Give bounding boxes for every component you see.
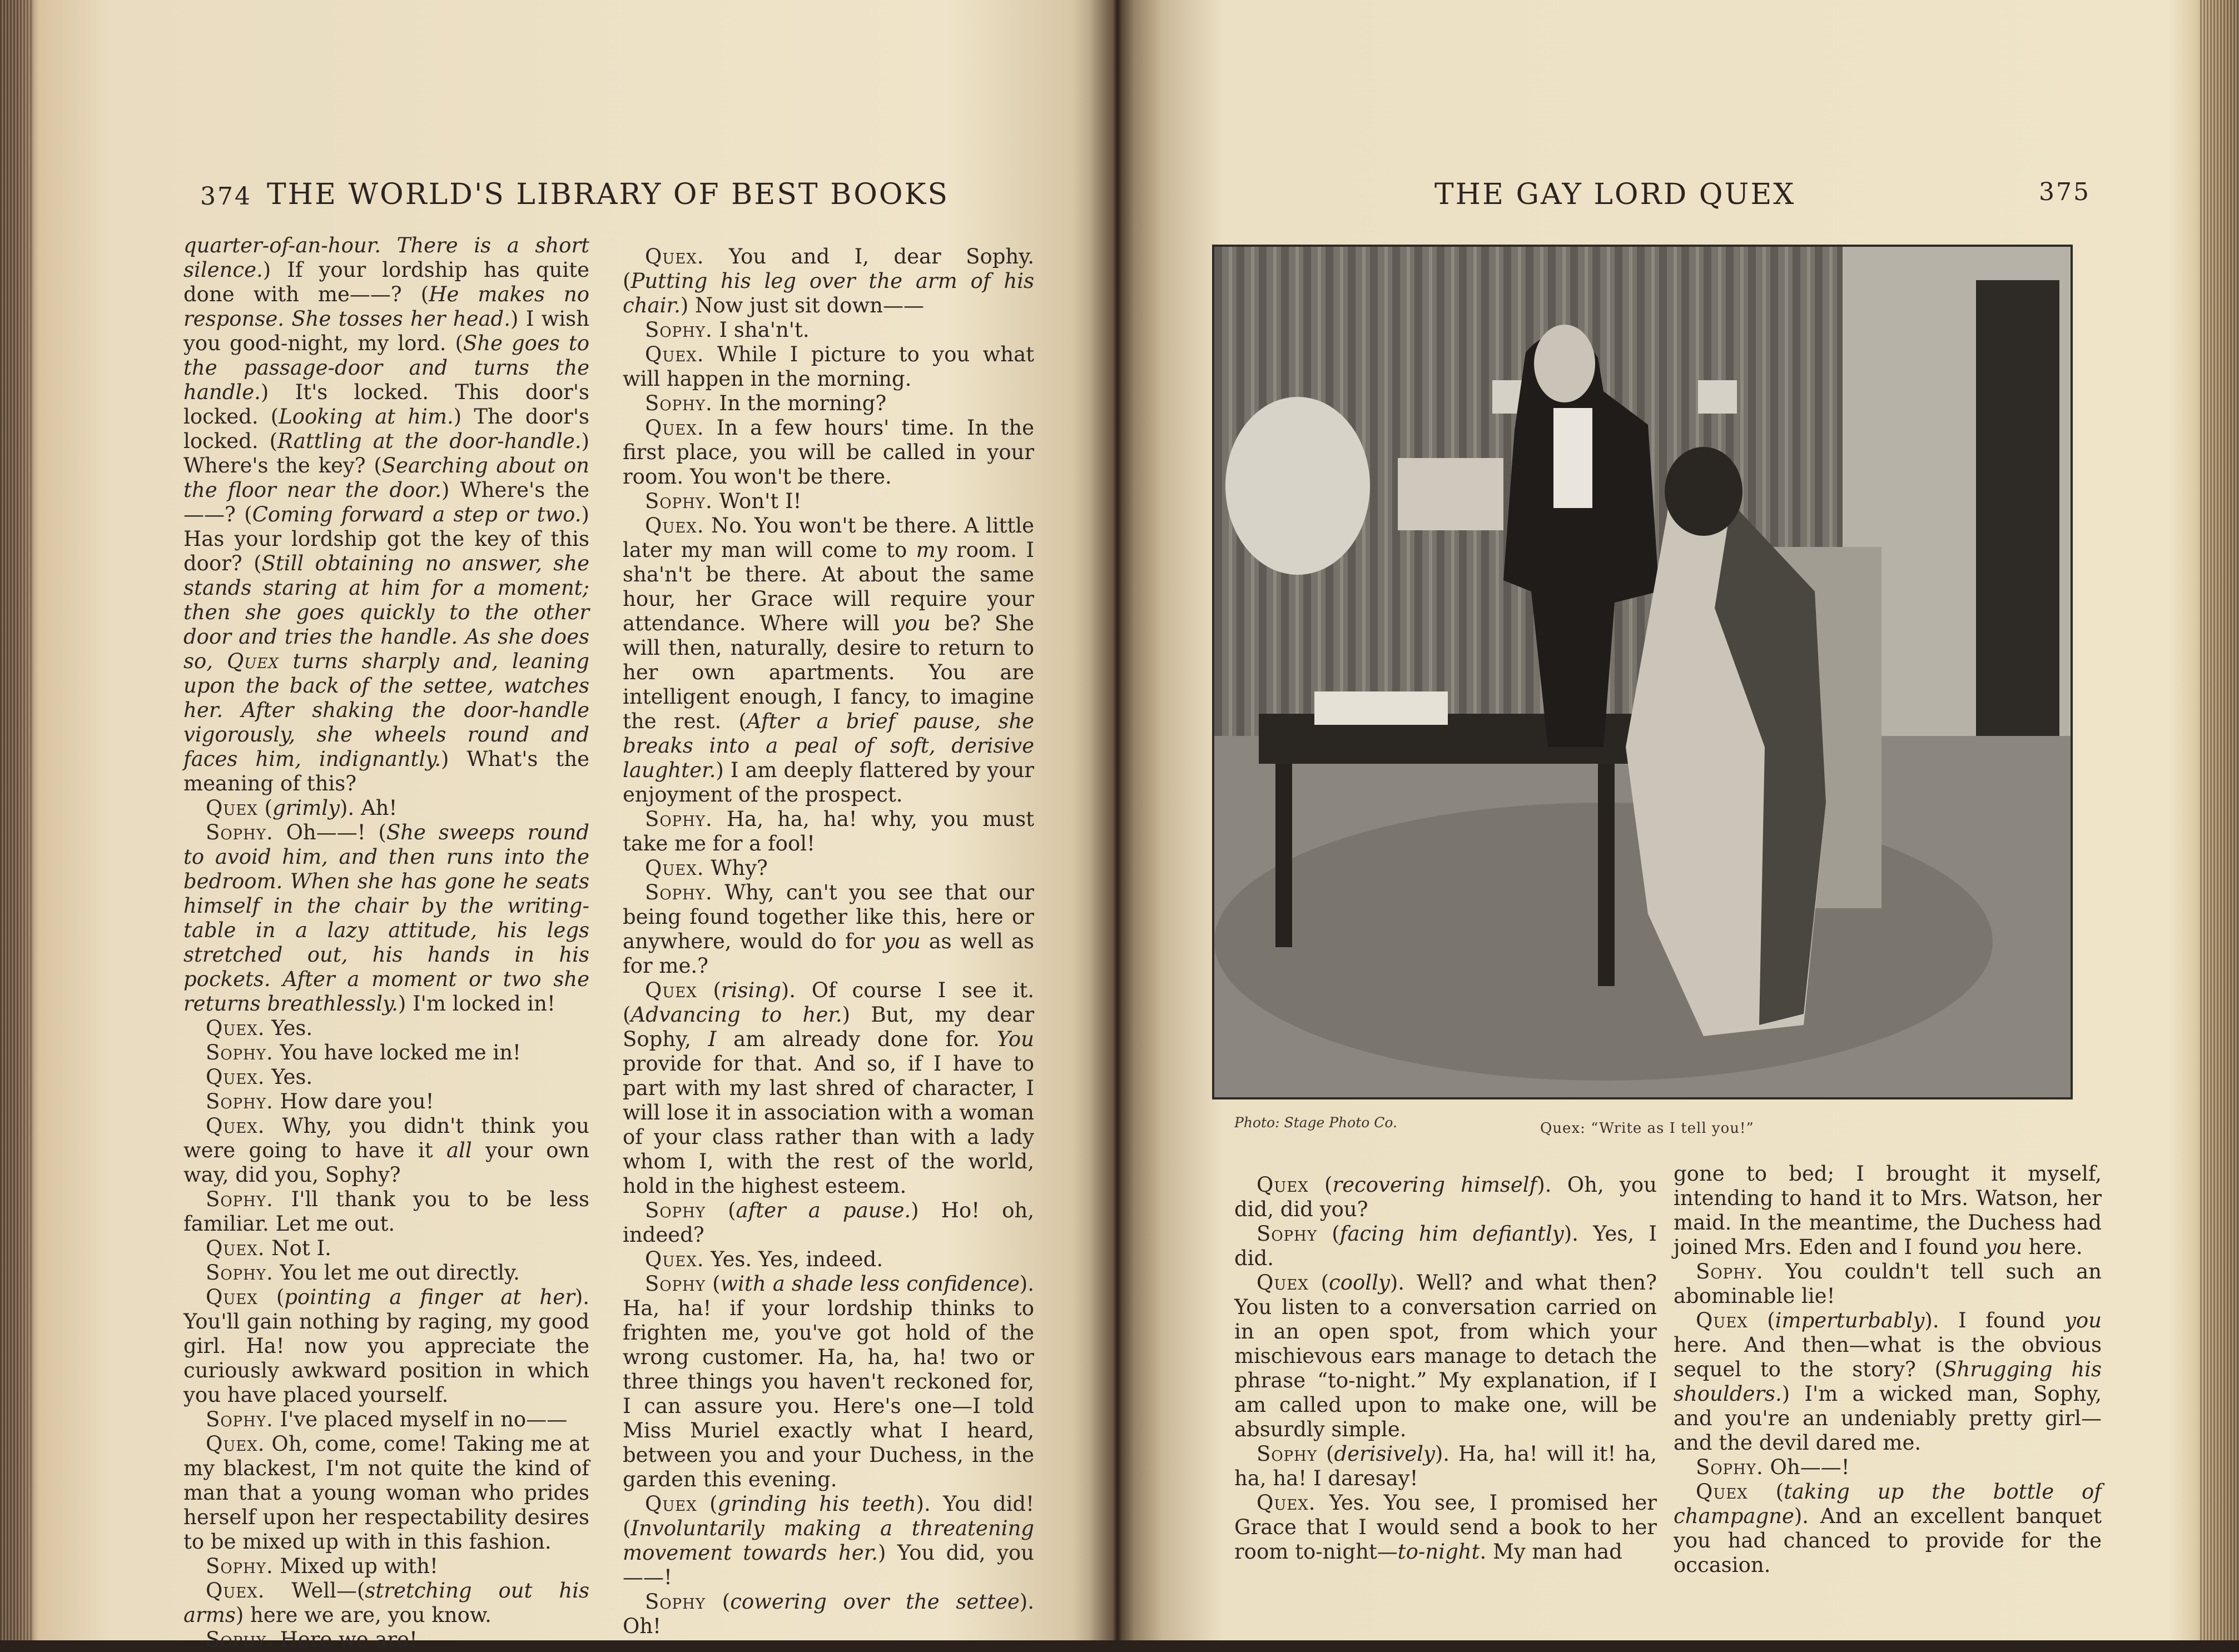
dialogue-line: Sophy. You have locked me in! <box>206 1041 521 1064</box>
dialogue-line: Quex (grimly). Ah! <box>206 796 398 820</box>
stage-direction-paragraph: quarter-of-an-hour. There is a short silence.) If your lordship has quite done with me——? (He makes no response. She tosses her head.) I wish you good-night, my lord. (She goes to the passage-door and turns the handle.) It's locked. This door's locked. (Looking at him.) The door's locked. (Rattling at the door-handle.) Where's the key? (Searching about on the floor near the door.) Where's the——? (Coming forward a step or two.) Has your lordship got the key of this door? (Still obtaining no answer, she stands staring at him for a moment; then she goes quickly to the other door and tries the handle. As she does so, Quex turns sharply and, leaning upon the back of the settee, watches her. After shaking the door-handle vigorously, she wheels round and faces him, indignantly.) What's the meaning of this? <box>183 233 589 795</box>
photo-caption: Quex: “Write as I tell you!” <box>1540 1120 1754 1137</box>
running-head-title: THE WORLD'S LIBRARY OF BEST BOOKS <box>267 178 949 211</box>
book-gutter <box>1073 0 1162 1640</box>
left-page <box>167 0 1045 1651</box>
dialogue-line: Quex. Not I. <box>206 1236 331 1260</box>
left-column-1 <box>183 233 589 1652</box>
right-column-2 <box>1674 1162 2102 1578</box>
dialogue-line: Quex (taking up the bottle of champagne). And an excellent banquet you had chanced to provide for the occasion. <box>1674 1480 2102 1577</box>
lady-hair <box>1665 447 1742 536</box>
white-waistcoat <box>1553 408 1592 508</box>
stage-photo-illustration <box>1214 247 2071 1097</box>
right-column-1 <box>1234 1173 1657 1564</box>
dialogue-line: Quex (imperturbably). I found you here. And then—what is the obvious sequel to the story? (Shrugging his shoulders.) I'm a wicked man, Sophy, and you're an undeniably pretty girl—and the devil dared me. <box>1674 1308 2102 1455</box>
dialogue-line: Sophy (cowering over the settee). Oh! <box>623 1590 1034 1638</box>
papers-on-table <box>1314 691 1448 725</box>
dialogue-line: Quex. No. You won't be there. A little later my man will come to my room. I sha'n't be there. At about the same hour, her Grace will require your attendance. Where will you be? She will then, naturally, desire to return to her own apartments. You are intelligent enough, I fancy, to imagine the rest. (After a brief pause, she breaks into a peal of soft, derisive laughter.) I am deeply flattered by your enjoyment of the prospect. <box>623 514 1034 807</box>
dialogue-line: Quex. You and I, dear Sophy. (Putting his leg over the arm of his chair.) Now just sit down—— <box>623 245 1034 317</box>
dialogue-line: Quex (recovering himself). Oh, you did, did you? <box>1234 1173 1657 1221</box>
dialogue-line: Quex (grinding his teeth). You did! (Involuntarily making a threatening movement towards her.) You did, you——! <box>623 1492 1034 1589</box>
page-number: 375 <box>2039 178 2091 206</box>
dialogue-line: Sophy. Why, can't you see that our being found together like this, here or anywhere, would do for you as well as for me.? <box>623 880 1034 978</box>
page-number: 374 <box>200 182 252 211</box>
dialogue-line: Sophy. Won't I! <box>645 489 802 513</box>
dialogue-line: Quex (coolly). Well? and what then? You listen to a conversation carried on in an open spot, from which your mischievous ears manage to detach the phrase “to-night.” My explanation, if I am called upon to make one, will be absurdly simple. <box>1234 1271 1657 1441</box>
dialogue-line: Sophy. Oh——! (She sweeps round to avoid him, and then runs into the bedroom. When she has gone he seats himself in the chair by the writing-table in a lazy attitude, his legs stretched out, his hands in his pockets. After a moment or two she returns breathlessly.) I'm locked in! <box>183 820 589 1016</box>
table-leg-left <box>1275 764 1292 947</box>
photo-credit: Photo: Stage Photo Co. <box>1234 1114 1397 1131</box>
dialogue-line: Sophy. I'll thank you to be less familiar. Let me out. <box>183 1187 589 1236</box>
stage-photo-plate <box>1212 245 2073 1099</box>
dialogue-line: Quex. Yes. <box>206 1016 313 1040</box>
dialogue-line: Sophy. Ha, ha, ha! why, you must take me for a fool! <box>623 807 1034 855</box>
dialogue-line: Sophy. Here we are! <box>206 1628 418 1651</box>
dialogue-line: Sophy (derisively). Ha, ha! will it! ha, ha, ha! I daresay! <box>1234 1442 1657 1490</box>
left-running-head <box>167 178 1045 222</box>
dialogue-continuation: gone to bed; I brought it myself, intending to hand it to Mrs. Watson, her maid. In the meantime, the Duchess had joined Mrs. Eden and I found you here. <box>1674 1162 2102 1259</box>
dialogue-line: Sophy (facing him defiantly). Yes, I did. <box>1234 1222 1657 1270</box>
dialogue-line: Sophy. You couldn't tell such an abominable lie! <box>1674 1260 2102 1308</box>
dialogue-line: Quex. Why? <box>645 856 768 880</box>
right-running-head <box>1223 178 2124 222</box>
dialogue-line: Sophy (after a pause.) Ho! oh, indeed? <box>623 1198 1035 1247</box>
left-column-2 <box>623 245 1034 1639</box>
dialogue-line: Quex. While I picture to you what will happen in the morning. <box>623 342 1035 391</box>
dialogue-line: Sophy (with a shade less confidence). Ha, ha! if your lordship thinks to frighten me, you've got hold of the wrong customer. Ha, ha, ha! two or three things you haven't reckoned for, I can assure you. Here's one—I told Miss Muriel exactly what I heard, between you and your Duchess, in the garden this evening. <box>623 1272 1034 1491</box>
gentleman-head <box>1534 325 1595 402</box>
dialogue-line: Quex (rising). Of course I see it. (Advancing to her.) But, my dear Sophy, I am already done for. You provide for that. And so, if I have to part with my last shred of character, I will lose it in association with a woman of your class rather than with a lady whom I, with the rest of the world, hold in the highest esteem. <box>623 978 1035 1198</box>
dialogue-line: Quex. Oh, come, come! Taking me at my blackest, I'm not quite the kind of man that a young woman who prides herself upon her respectability desires to be mixed up with in this fashion. <box>183 1432 589 1554</box>
dialogue-line: Sophy. I sha'n't. <box>645 318 810 342</box>
running-head-title: THE GAY LORD QUEX <box>1434 178 1796 211</box>
door <box>1976 280 2059 736</box>
wall-sconce-right <box>1698 380 1737 414</box>
dialogue-line: Sophy. I've placed myself in no—— <box>206 1407 568 1431</box>
dialogue-line: Sophy. How dare you! <box>206 1089 434 1113</box>
dialogue-line: Sophy. You let me out directly. <box>206 1261 520 1285</box>
flower-arrangement <box>1225 397 1370 575</box>
page-edges-right <box>2200 0 2239 1640</box>
dialogue-line: Sophy. Oh——! <box>1696 1455 1850 1479</box>
dialogue-line: Sophy. Mixed up with! <box>206 1554 438 1578</box>
dialogue-line: Quex. In a few hours' time. In the first place, you will be called in your room. You won't be there. <box>623 416 1034 489</box>
dialogue-line: Quex. Well—(stretching out his arms) here we are, you know. <box>183 1579 590 1627</box>
dialogue-line: Quex. Yes. You see, I promised her Grace that I would send a book to her room to-night—to-night. My man had <box>1234 1491 1657 1564</box>
dialogue-line: Quex (pointing a finger at her). You'll gain nothing by raging, my good girl. Ha! now you appreciate the curiously awkward position in which you have placed yourself. <box>183 1285 590 1407</box>
dialogue-line: Sophy. In the morning? <box>645 391 887 415</box>
lamp-shade <box>1398 458 1503 530</box>
dialogue-line: Quex. Why, you didn't think you were going to have it all your own way, did you, Sophy? <box>183 1114 590 1187</box>
table-leg-right <box>1598 764 1615 986</box>
dialogue-line: Quex. Yes. Yes, indeed. <box>645 1247 883 1271</box>
dialogue-line: Quex. Yes. <box>206 1065 313 1089</box>
page-edges-left <box>0 0 33 1640</box>
